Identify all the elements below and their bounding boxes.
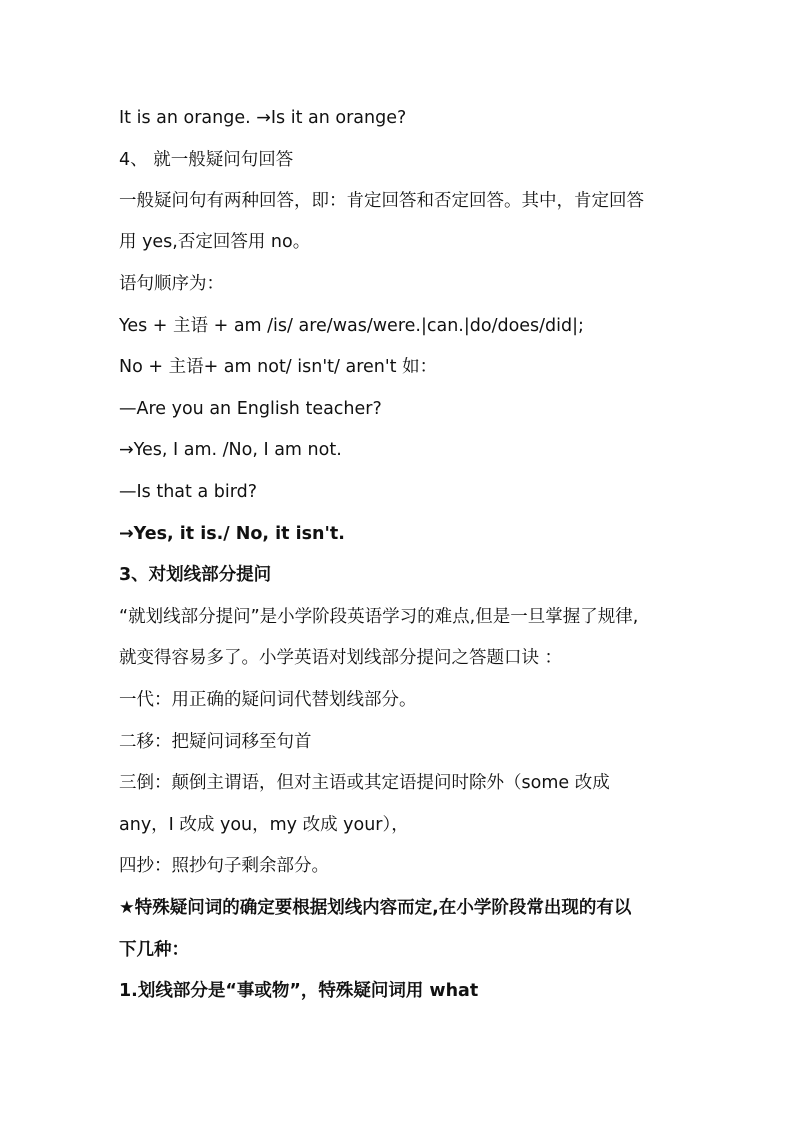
formula-line-no: No + 主语+ am not/ isn't/ aren't 如： [119,357,438,377]
subheading-what: 1.划线部分是“事或物”，特殊疑问词用 what [119,981,479,1001]
formula-line-yes: Yes + 主语 + am /is/ are/was/were.|can.|do/does/did|; [119,316,584,336]
paragraph-line: 语句顺序为： [119,274,224,294]
text-line-orange-example: It is an orange. →Is it an orange? [119,108,407,128]
rule-line-1: 一代：用正确的疑问词代替划线部分。 [119,690,417,710]
section-heading-4: 4、 就一般疑问句回答 [119,150,294,170]
star-note-line: ★特殊疑问词的确定要根据划线内容而定,在小学阶段常出现的有以 [119,898,632,918]
paragraph-line: “就划线部分提问”是小学阶段英语学习的难点,但是一旦掌握了规律, [119,607,639,627]
example-question: —Are you an English teacher? [119,399,382,419]
example-answer: →Yes, I am. /No, I am not. [119,440,342,460]
rule-line-2: 二移：把疑问词移至句首 [119,732,312,752]
paragraph-line: 就变得容易多了。小学英语对划线部分提问之答题口诀 ： [119,648,563,668]
example-answer: →Yes, it is./ No, it isn't. [119,524,345,544]
example-question: —Is that a bird? [119,482,257,502]
star-note-line-cont: 下几种： [119,940,189,960]
rule-line-3-cont: any，I 改成 you，my 改成 your）， [119,815,409,835]
rule-line-3: 三倒：颠倒主谓语，但对主语或其定语提问时除外（some 改成 [119,773,610,793]
paragraph-line: 一般疑问句有两种回答，即：肯定回答和否定回答。其中，肯定回答 [119,191,644,211]
rule-line-4: 四抄：照抄句子剩余部分。 [119,856,329,876]
paragraph-line: 用 yes,否定回答用 no。 [119,232,311,252]
section-heading-3: 3、对划线部分提问 [119,565,272,585]
